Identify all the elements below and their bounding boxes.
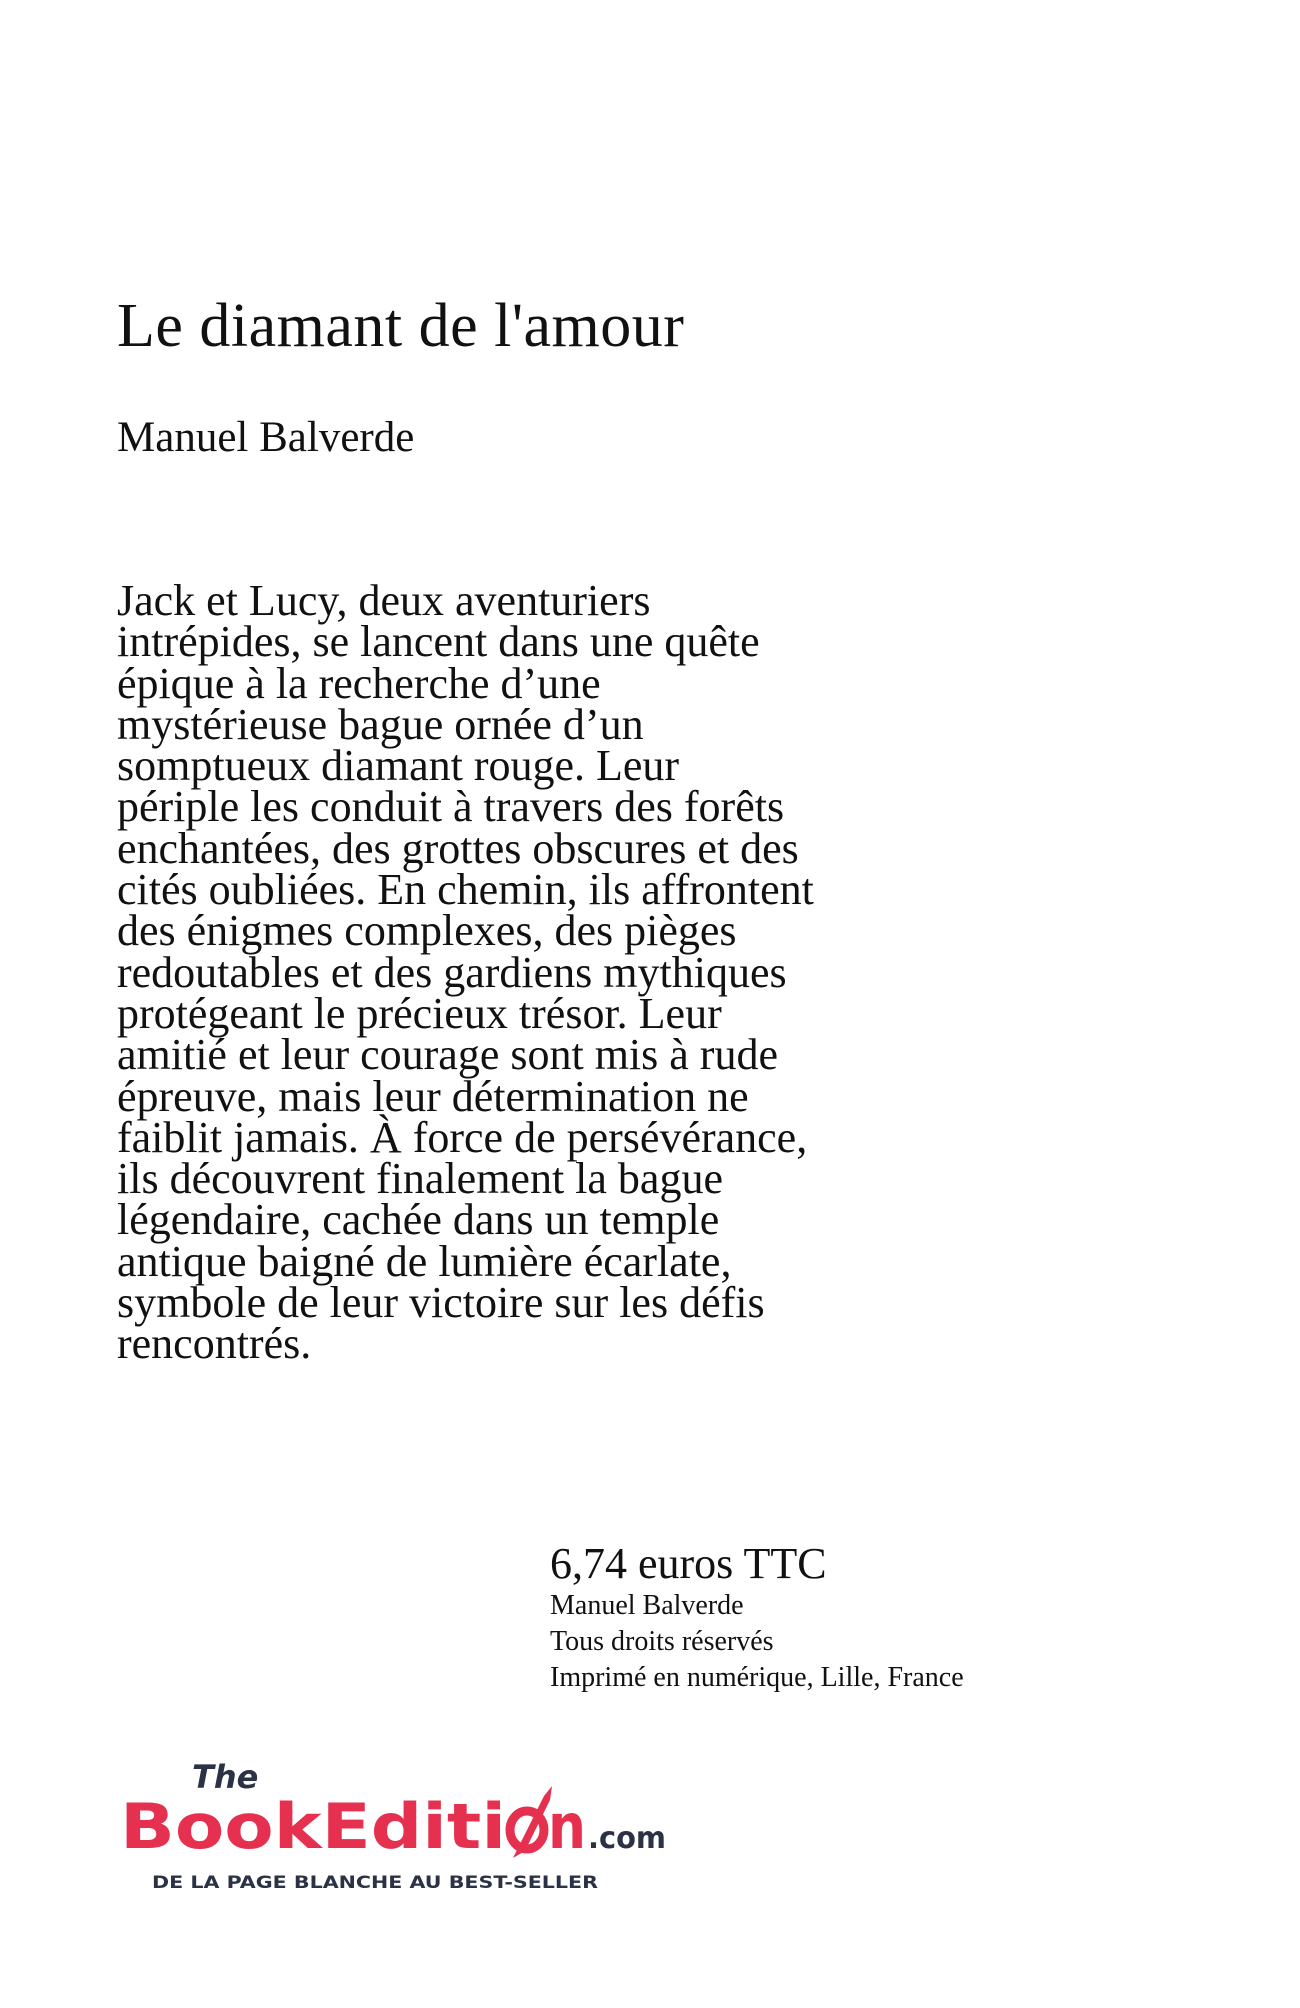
blurb-line: symbole de leur victoire sur les défis [117,1278,765,1328]
blurb-line: rencontrés. [117,1319,312,1369]
imprint-block [550,1540,1110,1696]
logo-the: The [192,1758,259,1796]
book-author: Manuel Balverde [117,414,415,461]
blurb-line: amitié et leur courage sont mis à rude [117,1030,778,1080]
book-title: Le diamant de l'amour [117,292,685,360]
blurb-line: cités oubliées. En chemin, ils affrontent [117,865,814,915]
blurb-line: épique à la recherche d’une [117,658,601,708]
blurb-line: des énigmes complexes, des pièges [117,906,737,956]
price-label: 6,74 euros TTC [550,1539,827,1588]
back-cover-blurb [117,576,977,1369]
blurb-line: périple les conduit à travers des forêts [117,782,785,832]
blurb-line: faiblit jamais. À force de persévérance, [117,1112,808,1162]
logo-tagline: DE LA PAGE BLANCHE AU BEST-SELLER [152,1873,598,1893]
blurb-line: mystérieuse bague ornée d’un [117,699,644,749]
blurb-line: intrépides, se lancent dans une quête [117,617,760,667]
publisher-logo [120,1748,720,1898]
blurb-line: antique baigné de lumière écarlate, [117,1236,732,1286]
blurb-line: redoutables et des gardiens mythiques [117,947,787,997]
imprint-rights: Tous droits réservés [550,1626,774,1657]
blurb-line: épreuve, mais leur détermination ne [117,1071,749,1121]
blurb-line: Jack et Lucy, deux aventuriers [117,576,651,625]
blurb-line: ils découvrent finalement la bague [117,1154,723,1204]
logo-n: n [548,1790,586,1863]
imprint-author: Manuel Balverde [550,1590,744,1621]
blurb-line: somptueux diamant rouge. Leur [117,741,680,791]
logo-com: .com [588,1821,666,1856]
blurb-line: légendaire, cachée dans un temple [117,1195,720,1245]
imprint-printed: Imprimé en numérique, Lille, France [550,1662,964,1693]
blurb-line: enchantées, des grottes obscures et des [117,823,799,873]
logo-book-edition: BookEditi [120,1790,506,1863]
blurb-line: protégeant le précieux trésor. Leur [117,988,722,1038]
